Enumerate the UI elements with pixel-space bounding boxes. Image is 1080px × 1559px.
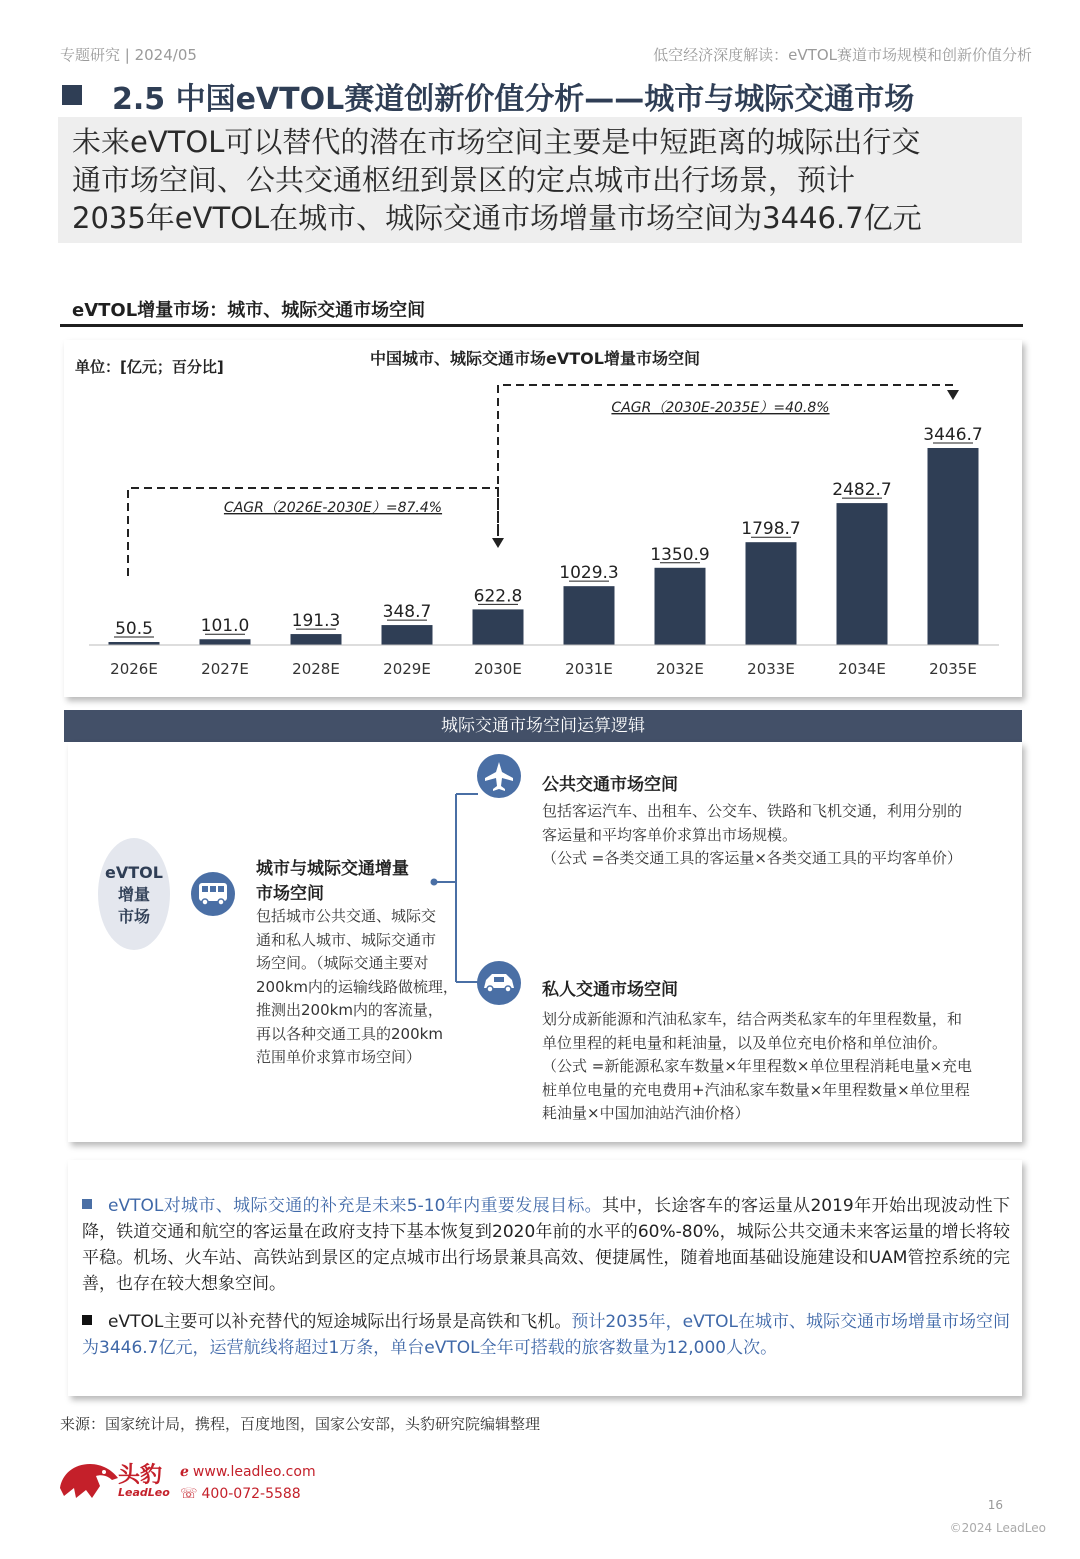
bullet-square-icon (82, 1315, 92, 1325)
x-tick-label: 2033E (747, 660, 795, 678)
logic-title-bar: 城际交通市场空间运算逻辑 (64, 710, 1022, 742)
public-text-line: 包括客运汽车、出租车、公交车、铁路和飞机交通，利用分别的 (542, 802, 963, 820)
connector-dot (431, 879, 438, 886)
data-label-2028E: 191.3 (291, 611, 341, 632)
private-text-line: （公式 =新能源私家车数量×年里程数×单位里程消耗电量×充电 (542, 1057, 973, 1075)
root-label-3: 市场 (117, 907, 151, 926)
x-tick-label: 2026E (110, 660, 158, 678)
data-label-2026E: 50.5 (115, 619, 153, 639)
header-left: 专题研究 | 2024/05 (60, 46, 197, 64)
chart-title: 中国城市、城际交通市场eVTOL增量市场空间 (370, 349, 700, 368)
center-title-line-1: 城市与城际交通增量 (256, 859, 409, 879)
cagr-arrow-1 (492, 538, 504, 548)
bar-2029E (382, 625, 433, 645)
bullet-2-text: eVTOL主要可以补充替代的短途城际出行场景是高铁和飞机。 (108, 1312, 572, 1332)
summary-line-1: 未来eVTOL可以替代的潜在市场空间主要是中短距离的城际出行交 (72, 125, 921, 159)
public-text-line: （公式 =各类交通工具的客运量×各类交通工具的平均客单价） (542, 849, 962, 867)
data-label-2031E: 1029.3 (559, 563, 619, 584)
data-label-2027E: 101.0 (200, 616, 250, 637)
center-node-title (256, 854, 409, 904)
bullet-2 (82, 1309, 1010, 1361)
x-tick-label: 2030E (474, 660, 522, 678)
chart-unit: 单位：[亿元；百分比] (75, 358, 224, 376)
center-text-line: 再以各种交通工具的200km (256, 1024, 443, 1043)
data-label-2032E: 1350.9 (650, 544, 710, 565)
section-rule (60, 324, 1023, 327)
chart-panel (64, 340, 1022, 697)
bar-2030E (473, 609, 524, 645)
center-node-text (256, 905, 458, 1070)
footer-phone (180, 1486, 301, 1502)
page-number: 16 (987, 1498, 1003, 1512)
center-text-line: 包括城市公共交通、城际交 (256, 907, 437, 925)
private-text-line: 划分成新能源和汽油私家车，结合两类私家车的年里程数量，和 (542, 1010, 963, 1028)
root-label-1: eVTOL (105, 863, 163, 882)
bar-2027E (200, 639, 251, 645)
public-node-title: 公共交通市场空间 (542, 775, 678, 795)
center-text-line: 推测出200km内的客流量， (256, 1001, 443, 1019)
header-right: 低空经济深度解读：eVTOL赛道市场规模和创新价值分析 (653, 46, 1032, 64)
data-label-2034E: 2482.7 (832, 480, 892, 501)
source-note: 来源：国家统计局，携程，百度地图，国家公安部，头豹研究院编辑整理 (60, 1415, 541, 1433)
private-text-line: 耗油量×中国加油站汽油价格） (542, 1104, 750, 1122)
bar-chart (64, 340, 1022, 697)
summary-box (58, 117, 1022, 243)
center-text-line: 通和私人城市、城际交通市 (256, 930, 437, 949)
bullet-2-highlight: 预计2035年，eVTOL在城市、城际交通市场增量市场空间为3446.7亿元，运营航线将超过1万条，单台eVTOL全年可搭载的旅客数量为12,000人次。 (82, 1312, 1010, 1358)
bar-2033E (746, 542, 797, 645)
cagr-label-2: CAGR（2030E-2035E）=40.8% (611, 400, 830, 416)
private-text-line: 桩单位电量的充电费用+汽油私家车数量×年里程数量×单位里程 (542, 1080, 970, 1099)
x-tick-label: 2035E (929, 660, 977, 678)
cagr-label-1: CAGR（2026E-2030E）=87.4% (223, 500, 443, 516)
data-label-2035E: 3446.7 (923, 425, 983, 445)
root-label-2: 增量 (117, 885, 151, 904)
phone-icon: ☏ (180, 1486, 198, 1502)
x-tick-label: 2034E (838, 660, 886, 678)
private-text-line: 单位里程的耗电量和耗油量，以及单位充电价格和单位油价。 (542, 1033, 948, 1052)
bar-2031E (564, 586, 615, 645)
center-title-line-2: 市场空间 (256, 884, 324, 904)
bar-2034E (837, 503, 888, 645)
web-icon: ℯ (180, 1464, 189, 1480)
bars-group (89, 425, 999, 678)
phone-number: 400-072-5588 (201, 1486, 301, 1502)
center-text-line: 场空间。（城际交通主要对 (256, 954, 429, 972)
footer-website[interactable] (180, 1464, 316, 1480)
summary-line-2: 通市场空间、公共交通枢纽到景区的定点城市出行场景，预计 (72, 163, 856, 197)
bar-2032E (655, 568, 706, 645)
x-tick-label: 2032E (656, 660, 704, 678)
bar-2028E (291, 634, 342, 645)
section-label: eVTOL增量市场：城市、城际交通市场空间 (72, 300, 426, 321)
website-link[interactable]: www.leadleo.com (192, 1464, 316, 1480)
bullet-1-text: 其中，长途客车的客运量从2019年开始出现波动性下降，铁道交通和航空的客运量在政府支持下基本恢复到2020年前的水平的60%-80%，城际公共交通未来客运量的增长将较平稳。机场、火车站、高铁站到景区的定点城市出行场景兼具高效、便捷属性，随着地面基础设施建设和UAM管控系统的完善，也存在较大想象空间。 (82, 1196, 1011, 1294)
x-tick-label: 2029E (383, 660, 431, 678)
data-label-2033E: 1798.7 (741, 519, 801, 540)
public-node-text (542, 800, 962, 871)
private-node-title: 私人交通市场空间 (542, 980, 678, 1000)
public-text-line: 客运量和平均客单价求算出市场规模。 (542, 825, 798, 844)
x-tick-label: 2027E (201, 660, 249, 678)
logic-panel (68, 742, 1022, 1142)
title-square-icon (62, 85, 82, 105)
data-label-2030E: 622.8 (473, 586, 523, 607)
cagr-arrow-2 (947, 390, 959, 400)
private-node-text (542, 1008, 972, 1126)
summary-line-3: 2035年eVTOL在城市、城际交通市场增量市场空间为3446.7亿元 (72, 201, 922, 235)
bullet-1 (82, 1193, 1010, 1297)
bullet-square-icon (82, 1199, 92, 1209)
page-title: 2.5 中国eVTOL赛道创新价值分析——城市与城际交通市场 (112, 82, 915, 117)
x-tick-label: 2028E (292, 660, 340, 678)
plane-icon (477, 754, 521, 798)
bus-icon (191, 872, 235, 916)
bullet-1-highlight: eVTOL对城市、城际交通的补充是未来5-10年内重要发展目标。 (108, 1196, 603, 1216)
data-label-2029E: 348.7 (382, 602, 432, 623)
bar-2035E (928, 448, 979, 645)
logo-cn: 头豹 (118, 1463, 163, 1488)
logo-en: LeadLeo (118, 1486, 170, 1499)
leopard-logo-icon (56, 1458, 122, 1504)
center-text-line: 范围单价求算市场空间） (256, 1048, 422, 1066)
center-text-line: 200km内的运输线路做梳理， (256, 977, 458, 996)
car-icon (477, 961, 521, 1005)
x-tick-label: 2031E (565, 660, 613, 678)
copyright: ©2024 LeadLeo (949, 1521, 1046, 1535)
